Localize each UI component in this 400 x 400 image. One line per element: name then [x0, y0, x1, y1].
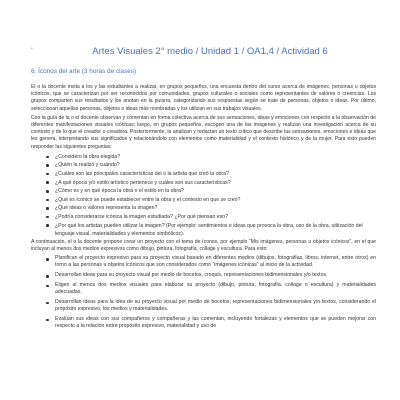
bullet-icon	[46, 258, 49, 261]
project-paragraph: A continuación, el o la docente propone crear un proyecto con el tema de íconos, por ejemplo “Mis imágenes, personas u objetos icónicos”, en el que incluyan al menos dos medios expresivos como dibujo, pintura, fotografía, collage y escultura. Para esto:	[31, 238, 376, 252]
step-item	[31, 299, 376, 314]
bullet-icon	[46, 302, 49, 305]
step-item	[31, 282, 376, 297]
question-item	[31, 153, 376, 162]
bullet-icon	[46, 319, 49, 322]
bullet-icon	[46, 207, 49, 210]
question-text: ¿Cómo es y en qué época la obra o el estilo en la obra?	[55, 188, 184, 195]
step-item	[31, 316, 376, 331]
bullet-icon	[46, 164, 49, 167]
analysis-paragraph: Con la guía de la o el docente observan y comentan en forma colectiva acerca de sus sensaciones, ideas y emociones con respecto a la observación de diferentes manifestaciones visuales icónicas; luego, en grupos pequeños, escogen una de las imágenes y realizan una investigación acerca de su contexto y de lo que el creador o creadora. Posteriormente, la analizan y redactan un texto crítico que describe las sensaciones, emociones e ideas que les genera, interpretando sus significados y relacionándolo con elementos como materialidad y el contexto histórico y de la mujer. Para esto pueden responder las siguientes preguntas:	[31, 114, 376, 150]
step-item	[31, 255, 376, 270]
question-text: ¿Qué ideas o valores representa la imagen?	[55, 205, 158, 212]
question-text: ¿Considero la obra elegida?	[55, 153, 121, 160]
question-item	[31, 204, 376, 213]
bullet-icon	[46, 156, 49, 159]
bullet-icon	[46, 173, 49, 176]
bullet-icon	[46, 224, 49, 227]
intro-paragraph: El o la docente invita a los y las estudiantes a realizar, en grupos pequeños, una encuesta dentro del curso acerca de imágenes, personas u objetos icónicos, que se caracterizan por ser reconocidos por comunidades, grupos culturales o sociales como representantes de valores o creencias. Los grupos comparten sus resultados y los anotan en la pizarra, categorizando sus respuestas según se trate de personas, objetos o ideas. Por último, seleccionan aquellas personas, objetos o ideas más nombradas y los utilizan en sus trabajos visuales.	[31, 84, 376, 112]
document-title: Artes Visuales 2° medio / Unidad 1 / OA1,4 / Actividad 6	[92, 46, 328, 57]
bullet-icon	[46, 216, 49, 219]
step-text: Desarrollan ideas para la idea de su proyecto visual por medio de bocetos, representaciones bidimensionales y/o textos, considerando el propósito expresivo, los medios y materialidades.	[55, 298, 376, 313]
step-text: Eligen al menos dos medios visuales para elaborar su proyecto (dibujo, pintura, fotografía, collage o escultura) y materialidades adecuadas.	[55, 281, 376, 296]
steps-list	[31, 255, 376, 330]
question-text: ¿Cuáles son las principales características del o la artista que creó la obra?	[55, 171, 229, 178]
bullet-icon	[46, 275, 49, 278]
bullet-icon	[46, 199, 49, 202]
question-item	[31, 161, 376, 170]
header-mark: •	[31, 46, 33, 52]
question-list	[31, 153, 376, 239]
question-item	[31, 170, 376, 179]
question-text: ¿Quién la realizó y cuándo?	[55, 162, 120, 169]
document-body	[31, 84, 376, 333]
question-text: ¿Podría considerarse icónica la imagen estudiada? ¿Por qué piensan eso?	[55, 213, 229, 220]
step-text: Planifican el proyecto expresivo para su proyecto visual basado en diferentes medios (dibujos, fotografías, libros, internet, entre otros) en torno a las personas u objetos icónicos que son considerados como “imágenes icónicas” al inicio de la actividad.	[55, 255, 376, 269]
question-text: ¿Por qué los artistas pueden utilizar la imagen? (Por ejemplo: sentimientos e ideas que provoca la obra, uso de la obra, utilización del lenguaje visual, materialidades y elementos simbólicos).	[55, 222, 363, 238]
question-item	[31, 222, 376, 239]
question-text: ¿Qué es icónico se puede establecer entre la obra y el contexto en que se creó?	[55, 196, 241, 203]
question-item	[31, 196, 376, 205]
bullet-icon	[46, 181, 49, 184]
step-text: Evalúan sus ideas con sus compañeros y compañeras y las comentan, incluyendo fortalezas y elementos que se pueden mejorar con respecto a la relación entre propósito expresivo, materialidad y uso de	[55, 315, 376, 330]
question-item	[31, 187, 376, 196]
question-item	[31, 213, 376, 222]
section-heading: 6. Íconos del arte (3 horas de clases)	[31, 68, 137, 75]
step-text: Desarrollan ideas para su proyecto visual por medio de bocetos, croquis, representaciones bidimensionales y/o textos.	[55, 272, 328, 279]
question-item	[31, 179, 376, 188]
question-text: ¿A qué época y/o estilo artístico pertenece y cuáles son sus características?	[55, 179, 231, 186]
step-item	[31, 272, 376, 279]
bullet-icon	[46, 190, 49, 193]
bullet-icon	[46, 285, 49, 288]
